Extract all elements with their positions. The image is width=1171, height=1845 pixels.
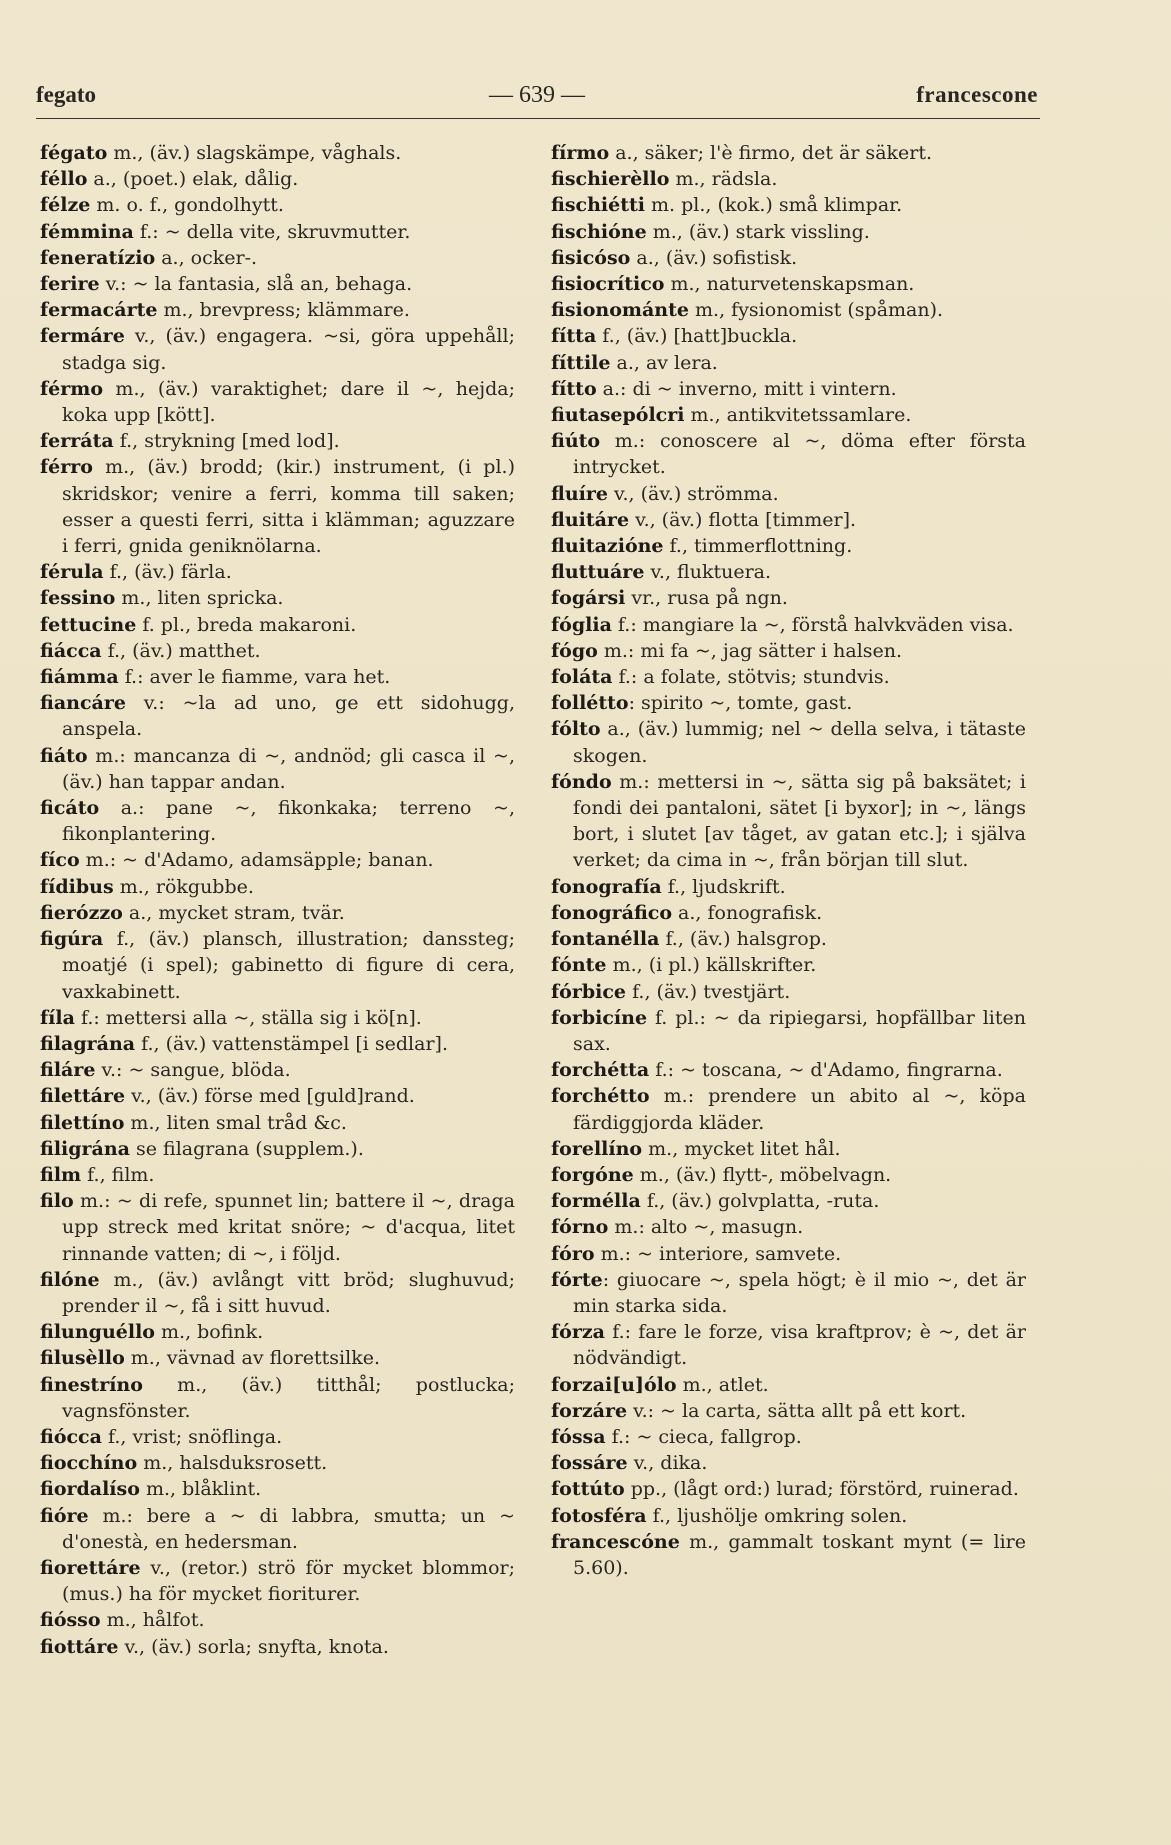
entry-definition: m., halsduksrosett. (137, 1452, 328, 1475)
header-rule (36, 118, 1040, 119)
page-number: — 639 — (489, 82, 585, 108)
dictionary-entry (40, 612, 515, 638)
entry-headword: féllo (40, 168, 88, 191)
entry-definition: m.: ~ d'Adamo, adamsäpple; banan. (79, 849, 434, 872)
entry-headword: forellíno (551, 1137, 643, 1160)
dictionary-entry (40, 219, 515, 245)
entry-definition: f.: mettersi alla ~, ställa sig i kö[n]. (74, 1006, 422, 1029)
dictionary-entry (551, 979, 1026, 1005)
entry-headword: fischiétti (551, 194, 645, 217)
dictionary-entry (551, 1214, 1026, 1240)
dictionary-entry (40, 323, 515, 375)
entry-definition: f., (äv.) tvestjärt. (626, 980, 791, 1003)
entry-definition: : spirito ~, tomte, gast. (628, 692, 853, 715)
dictionary-entry (551, 1162, 1026, 1188)
entry-headword: fiámma (40, 666, 119, 689)
entry-definition: m., atlet. (676, 1373, 769, 1396)
entry-headword: feneratízio (40, 246, 156, 269)
entry-headword: fórte (551, 1268, 603, 1291)
dictionary-entry (40, 297, 515, 323)
dictionary-entry (551, 245, 1026, 271)
entry-headword: filigrána (40, 1137, 130, 1160)
entry-headword: fóssa (551, 1425, 606, 1448)
entry-headword: fióre (40, 1504, 89, 1527)
entry-headword: filáre (40, 1059, 96, 1082)
dictionary-entry (551, 323, 1026, 349)
dictionary-entry (40, 795, 515, 847)
entry-definition: m. pl., (kok.) små klimpar. (644, 194, 903, 217)
entry-definition: m., bofink. (154, 1321, 264, 1344)
dictionary-entry (40, 1267, 515, 1319)
entry-definition: m., fysionomist (spåman). (688, 299, 944, 322)
dictionary-entry (40, 428, 515, 454)
entry-definition: a., mycket stram, tvär. (122, 901, 345, 924)
entry-definition: f., (äv.) färla. (103, 561, 232, 584)
entry-definition: m., brevpress; klämmare. (157, 299, 410, 322)
entry-definition: m.: conoscere al ~, döma efter första intrycket. (573, 430, 1026, 479)
entry-headword: fiordalíso (40, 1478, 140, 1501)
entry-definition: m., (äv.) stark vissling. (646, 220, 870, 243)
dictionary-entry (551, 1476, 1026, 1502)
dictionary-entry (40, 454, 515, 559)
entry-headword: fónte (551, 954, 607, 977)
entry-headword: fírmo (551, 142, 610, 164)
dictionary-entry (551, 297, 1026, 323)
entry-headword: forchétto (551, 1085, 650, 1108)
entry-definition: a., (äv.) lummig; nel ~ della selva, i tätaste skogen. (573, 718, 1026, 767)
entry-definition: f., vrist; snöflinga. (101, 1425, 283, 1448)
entry-headword: fítta (551, 325, 597, 348)
entry-headword: félze (40, 194, 91, 217)
entry-headword: fiócca (40, 1425, 102, 1448)
entry-headword: fórza (551, 1321, 605, 1344)
entry-definition: m., hålfot. (100, 1609, 205, 1632)
entry-definition: a.: pane ~, fikonkaka; terreno ~, fikonplantering. (62, 797, 515, 846)
entry-headword: fluitáre (551, 508, 630, 531)
dictionary-entry (40, 140, 515, 166)
entry-definition: f., (äv.) [hatt]buckla. (596, 325, 798, 348)
entry-headword: fíla (40, 1006, 75, 1029)
entry-definition: v., fluktuera. (644, 561, 772, 584)
entry-headword: fluitazióne (551, 535, 664, 558)
entry-headword: fischierèllo (551, 168, 670, 191)
entry-headword: fottúto (551, 1478, 625, 1501)
dictionary-entry (551, 1136, 1026, 1162)
dictionary-entry (40, 1476, 515, 1502)
dictionary-entry (551, 140, 1026, 166)
entry-definition: v., (retor.) strö för mycket blommor; (mus.) ha för mycket fioriturer. (62, 1556, 515, 1606)
entry-headword: filettíno (40, 1111, 125, 1134)
dictionary-entry (40, 900, 515, 926)
entry-headword: forchétta (551, 1059, 650, 1082)
entry-headword: filo (40, 1190, 74, 1213)
entry-definition: f.: mangiare la ~, förstå halvkväden visa. (611, 613, 1014, 636)
entry-headword: ficáto (40, 797, 100, 820)
entry-headword: férula (40, 561, 104, 584)
dictionary-entry (40, 271, 515, 297)
entry-definition: m., gammalt toskant mynt (= lire 5.60). (573, 1530, 1026, 1579)
entry-definition: m., mycket litet hål. (642, 1137, 841, 1160)
dictionary-entry (40, 1372, 515, 1424)
entry-headword: fórno (551, 1216, 609, 1239)
dictionary-entry (551, 1503, 1026, 1529)
entry-definition: v.: ~la ad uno, ge ett sidohugg, anspela. (62, 692, 515, 741)
entry-headword: filunguéllo (40, 1321, 155, 1344)
dictionary-entry (551, 952, 1026, 978)
entry-definition: m., liten smal tråd &c. (124, 1111, 347, 1134)
dictionary-entry (551, 481, 1026, 507)
entry-headword: fóndo (551, 770, 612, 793)
dictionary-entry (551, 350, 1026, 376)
dictionary-entry (551, 533, 1026, 559)
header-last-word: francescone (916, 82, 1038, 107)
dictionary-entry (551, 874, 1026, 900)
entry-definition: m., liten spricka. (115, 587, 284, 610)
dictionary-entry (40, 847, 515, 873)
entry-definition: m.: ~ di refe, spunnet lin; battere il ~, draga upp streck med kritat snöre; ~ d'acqua, litet rinnande vatten; di ~, i följd. (62, 1190, 515, 1265)
entry-definition: f.: ~ toscana, ~ d'Adamo, fingrarna. (649, 1059, 1003, 1082)
dictionary-entry (40, 1031, 515, 1057)
dictionary-entry (40, 1083, 515, 1109)
entry-headword: fisiocrítico (551, 273, 665, 296)
entry-headword: férmo (40, 377, 104, 400)
dictionary-entry (40, 1607, 515, 1633)
entry-headword: fógo (551, 639, 598, 662)
entry-definition: m. o. f., gondolhytt. (90, 194, 284, 217)
entry-definition: f., ljudskrift. (661, 875, 786, 898)
entry-definition: m., vävnad av florettsilke. (124, 1347, 380, 1370)
entry-headword: figúra (40, 928, 104, 951)
entry-headword: fischióne (551, 220, 647, 243)
entry-headword: fiancáre (40, 692, 126, 715)
entry-definition: m., (äv.) titthål; postlucka; vagnsfönster. (62, 1373, 515, 1422)
dictionary-entry (551, 612, 1026, 638)
entry-definition: a., säker; l'è firmo, det är säkert. (609, 142, 933, 164)
dictionary-entry (40, 245, 515, 271)
entry-headword: francescóne (551, 1530, 680, 1553)
dictionary-entry (551, 926, 1026, 952)
entry-definition: f.: a folate, stötvis; stundvis. (612, 666, 890, 689)
entry-headword: filagrána (40, 1032, 136, 1055)
dictionary-entry (40, 559, 515, 585)
entry-definition: a., fonografisk. (672, 901, 823, 924)
entry-definition: m., (äv.) slagskämpe, våghals. (107, 142, 402, 164)
dictionary-entry (40, 874, 515, 900)
entry-definition: f. pl., breda makaroni. (136, 613, 357, 636)
dictionary-entry (40, 166, 515, 192)
dictionary-entry (40, 376, 515, 428)
entry-headword: fídibus (40, 875, 114, 898)
entry-headword: fiocchíno (40, 1452, 138, 1475)
entry-headword: fóglia (551, 613, 612, 636)
dictionary-entry (551, 1188, 1026, 1214)
entry-headword: fiósso (40, 1609, 101, 1632)
entry-headword: fóro (551, 1242, 595, 1265)
entry-headword: fiutasepólcri (551, 404, 685, 427)
entry-headword: formélla (551, 1190, 641, 1213)
entry-definition: m., rädsla. (669, 168, 778, 191)
entry-definition: a., ocker-. (155, 246, 258, 269)
entry-definition: a., av lera. (610, 351, 718, 374)
entry-headword: film (40, 1163, 82, 1186)
entry-definition: m.: mancanza di ~, andnöd; gli casca il ~, (äv.) han tappar andan. (62, 744, 515, 793)
entry-definition: f., strykning [med lod]. (113, 430, 340, 453)
entry-headword: ferráta (40, 430, 114, 453)
dictionary-entry (551, 192, 1026, 218)
entry-headword: ferire (40, 273, 100, 296)
entry-headword: fíco (40, 849, 80, 872)
entry-headword: fiácca (40, 639, 102, 662)
entry-definition: v.: ~ la fantasia, slå an, behaga. (99, 273, 413, 296)
entry-definition: v., dika. (627, 1452, 708, 1475)
entry-definition: v.: ~ la carta, sätta allt på ett kort. (627, 1399, 967, 1422)
entry-definition: f., (äv.) matthet. (101, 639, 261, 662)
entry-headword: fiúto (551, 430, 601, 453)
dictionary-entry (551, 664, 1026, 690)
entry-definition: v.: ~ sangue, blöda. (95, 1059, 291, 1082)
dictionary-entry (40, 638, 515, 664)
entry-headword: forbicíne (551, 1006, 648, 1029)
entry-definition: m.: prendere un abito al ~, köpa färdiggjorda kläder. (573, 1085, 1026, 1134)
entry-definition: m., naturvetenskapsman. (664, 273, 915, 296)
dictionary-entry (40, 1555, 515, 1607)
dictionary-entry (40, 1136, 515, 1162)
dictionary-entry (551, 585, 1026, 611)
entry-definition: v., (äv.) strömma. (607, 482, 779, 505)
entry-definition: m., (äv.) flytt-, möbelvagn. (633, 1163, 892, 1186)
entry-headword: fierózzo (40, 901, 123, 924)
entry-headword: fiáto (40, 744, 88, 767)
entry-headword: fíttile (551, 351, 611, 374)
dictionary-entry (551, 507, 1026, 533)
entry-definition: a., (äv.) sofistisk. (630, 246, 798, 269)
dictionary-entry (40, 1634, 515, 1660)
entry-headword: fontanélla (551, 928, 660, 951)
entry-definition: a., (poet.) elak, dålig. (87, 168, 299, 191)
entry-definition: m., antikvitetssamlare. (684, 404, 912, 427)
dictionary-entry (551, 428, 1026, 480)
dictionary-entry (40, 1424, 515, 1450)
header-first-word: fegato (36, 82, 97, 107)
entry-headword: fítto (551, 377, 597, 400)
dictionary-entry (551, 402, 1026, 428)
entry-headword: fettucine (40, 613, 137, 636)
entry-definition: f., (äv.) plansch, illustration; danssteg; moatjé (i spel); gabinetto di figure di cera, vaxkabinett. (62, 928, 515, 1003)
dictionary-entry (40, 1345, 515, 1371)
entry-headword: filóne (40, 1268, 100, 1291)
dictionary-entry (40, 1319, 515, 1345)
entry-definition: : giuocare ~, spela högt; è il mio ~, det är min starka sida. (573, 1268, 1026, 1317)
dictionary-entry (40, 585, 515, 611)
entry-definition: pp., (lågt ord:) lurad; förstörd, ruinerad. (624, 1478, 1019, 1501)
entry-definition: f.: ~ della vite, skruvmutter. (133, 220, 411, 243)
entry-headword: forzai[u]ólo (551, 1373, 677, 1396)
dictionary-entry (40, 664, 515, 690)
entry-headword: fotosféra (551, 1504, 647, 1527)
dictionary-entry (40, 1503, 515, 1555)
dictionary-entry (551, 166, 1026, 192)
entry-headword: follétto (551, 692, 629, 715)
entry-definition: m.: ~ interiore, samvete. (594, 1242, 842, 1265)
entry-headword: fórbice (551, 980, 627, 1003)
entry-headword: foláta (551, 666, 613, 689)
page-header (36, 82, 1038, 122)
entry-definition: m., rökgubbe. (113, 875, 254, 898)
entry-definition: f., (äv.) halsgrop. (659, 928, 827, 951)
left-column (40, 140, 515, 1660)
entry-headword: fossáre (551, 1452, 628, 1475)
entry-definition: m., (äv.) varaktighet; dare il ~, hejda; koka upp [kött]. (62, 377, 515, 427)
entry-headword: fégato (40, 142, 108, 164)
entry-definition: f.: aver le fiamme, vara het. (118, 666, 391, 689)
dictionary-entry (551, 271, 1026, 297)
entry-definition: f., timmerflottning. (663, 535, 853, 558)
entry-definition: f.: fare le forze, visa kraftprov; è ~, det är nödvändigt. (573, 1321, 1026, 1370)
dictionary-entry (40, 1450, 515, 1476)
dictionary-entry (40, 1110, 515, 1136)
dictionary-entry (551, 638, 1026, 664)
dictionary-entry (40, 1005, 515, 1031)
dictionary-entry (551, 1319, 1026, 1371)
entry-headword: forgóne (551, 1163, 634, 1186)
dictionary-entry (551, 690, 1026, 716)
entry-definition: f., ljushölje omkring solen. (646, 1504, 908, 1527)
dictionary-entry (551, 769, 1026, 874)
entry-headword: fólto (551, 718, 601, 741)
dictionary-entry (551, 1529, 1026, 1581)
dictionary-entry (551, 559, 1026, 585)
dictionary-entry (551, 1267, 1026, 1319)
entry-definition: f., (äv.) vattenstämpel [i sedlar]. (135, 1032, 448, 1055)
entry-headword: fiottáre (40, 1635, 119, 1658)
entry-headword: finestríno (40, 1373, 143, 1396)
dictionary-entry (40, 1188, 515, 1267)
dictionary-entry (551, 1005, 1026, 1057)
entry-headword: filettáre (40, 1085, 126, 1108)
entry-definition: vr., rusa på ngn. (625, 587, 788, 610)
entry-headword: forzáre (551, 1399, 628, 1422)
entry-headword: fermáre (40, 325, 125, 348)
dictionary-entry (40, 192, 515, 218)
entry-headword: fluíre (551, 482, 608, 505)
entry-definition: f., (äv.) golvplatta, -ruta. (640, 1190, 880, 1213)
dictionary-entry (40, 1057, 515, 1083)
entry-headword: fluttuáre (551, 561, 645, 584)
entry-definition: v., (äv.) engagera. ~si, göra uppehåll; stadga sig. (62, 325, 515, 374)
dictionary-entry (40, 690, 515, 742)
entry-headword: fémmina (40, 220, 134, 243)
entry-headword: fisionománte (551, 299, 689, 322)
entry-definition: a.: di ~ inverno, mitt i vintern. (596, 377, 897, 400)
dictionary-entry (551, 1424, 1026, 1450)
dictionary-entry (551, 1083, 1026, 1135)
dictionary-entry (551, 1057, 1026, 1083)
entry-definition: m., (äv.) avlångt vitt bröd; slughuvud; prender il ~, få i sitt huvud. (62, 1268, 515, 1317)
entry-headword: fermacárte (40, 299, 158, 322)
entry-headword: fogársi (551, 587, 626, 610)
dictionary-entry (40, 743, 515, 795)
entry-definition: m.: alto ~, masugn. (608, 1216, 804, 1239)
entry-headword: férro (40, 456, 93, 479)
entry-headword: fonografía (551, 875, 662, 898)
dictionary-entry (551, 376, 1026, 402)
entry-definition: f. pl.: ~ da ripiegarsi, hopfällbar liten sax. (573, 1006, 1026, 1055)
entry-definition: v., (äv.) förse med [guld]rand. (125, 1085, 415, 1108)
dictionary-entry (40, 926, 515, 1005)
entry-definition: m., (äv.) brodd; (kir.) instrument, (i pl.) skridskor; venire a ferri, komma till saken; esser a questi ferri, sitta i klämman; aguzzare i ferri, gnida geniknölarna. (62, 456, 515, 558)
entry-headword: fessino (40, 587, 116, 610)
entry-headword: fiorettáre (40, 1556, 141, 1579)
entry-headword: fonográfico (551, 901, 672, 924)
entry-definition: f., film. (81, 1163, 155, 1186)
dictionary-entry (551, 219, 1026, 245)
dictionary-entry (551, 900, 1026, 926)
entry-definition: v., (äv.) flotta [timmer]. (629, 508, 857, 531)
entry-definition: m.: mi fa ~, jag sätter i halsen. (597, 639, 903, 662)
entry-headword: filusèllo (40, 1347, 125, 1370)
dictionary-entry (551, 1241, 1026, 1267)
dictionary-entry (551, 1450, 1026, 1476)
dictionary-entry (551, 1372, 1026, 1398)
entry-definition: m.: mettersi in ~, sätta sig på baksätet; i fondi dei pantaloni, sätet [i byxor]; in ~, längs bort, i slutet [av tåget, av gatan etc.]; i själva verket; da cima in ~, från början till slut. (573, 770, 1026, 872)
entry-definition: m.: bere a ~ di labbra, smutta; un ~ d'onestà, en hedersman. (62, 1504, 515, 1553)
entry-definition: v., (äv.) sorla; snyfta, knota. (118, 1635, 389, 1658)
dictionary-entry (551, 1398, 1026, 1424)
right-column (551, 140, 1026, 1581)
entry-definition: m., (i pl.) källskrifter. (606, 954, 817, 977)
entry-definition: m., blåklint. (139, 1478, 262, 1501)
dictionary-entry (551, 716, 1026, 768)
dictionary-entry (40, 1162, 515, 1188)
entry-headword: fisicóso (551, 246, 631, 269)
entry-definition: se filagrana (supplem.). (129, 1137, 364, 1160)
entry-definition: f.: ~ cieca, fallgrop. (605, 1425, 802, 1448)
